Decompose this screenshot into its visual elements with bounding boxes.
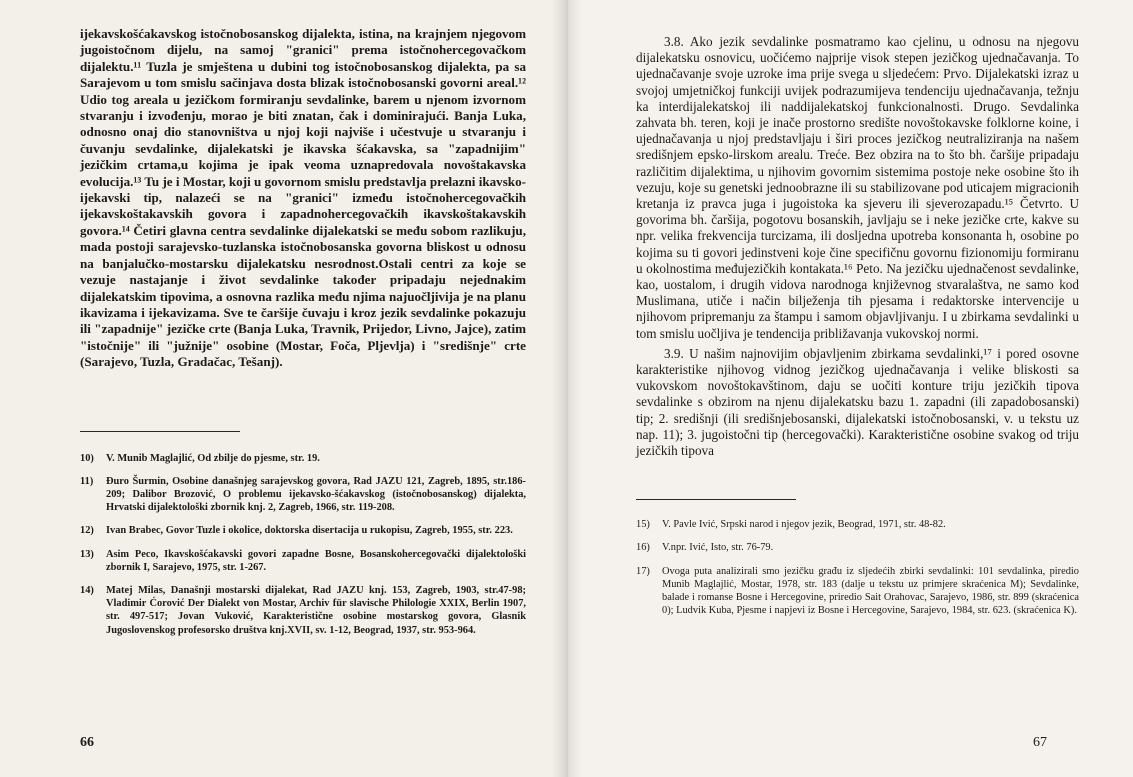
page-number: 66 <box>80 735 94 750</box>
footnote-number: 13) <box>80 548 94 560</box>
footnote <box>636 518 1079 531</box>
left-body-text <box>80 26 526 371</box>
footnote-text: Asim Peco, Ikavskošćakavski govori zapadne Bosne, Bosanskohercegovački dijalektološki zbornik I, Sarajevo, 1975, str. 1-267. <box>106 548 526 573</box>
footnote-rule <box>636 499 796 500</box>
footnote-number: 15) <box>636 519 650 531</box>
footnote <box>80 475 526 515</box>
footnote-text: V. Munib Maglajlić, Od zbilje do pjesme, str. 19. <box>106 452 320 464</box>
footnote <box>636 565 1079 618</box>
footnote-text: V.npr. Ivić, Isto, str. 76-79. <box>662 542 774 554</box>
footnote-number: 16) <box>636 542 650 554</box>
footnote <box>636 541 1079 554</box>
footnote <box>80 452 526 465</box>
footnote-number: 14) <box>80 584 94 596</box>
right-body-text <box>636 34 1079 459</box>
footnote <box>80 548 526 574</box>
footnote-number: 11) <box>80 475 94 487</box>
footnote-number: 10) <box>80 452 94 464</box>
footnote-number: 17) <box>636 565 650 577</box>
footnote-rule <box>80 431 240 432</box>
footnote-text: V. Pavle Ivić, Srpski narod i njegov jezik, Beograd, 1971, str. 48-82. <box>662 519 946 531</box>
footnote-text: Ovoga puta analizirali smo jezičku građu iz sljedećih zbirki sevdalinki: 101 sevdalinka, piredio Munib Maglajlić, Mostar, 1978, str. 183 (dalje u tekstu uz primjere skraćenica M); Sevdalinke, balade i romanse Bosne i Hercegovine, priredio Sait Orahovac, Sarajevo, 1986, str. 899 (skraćenica 0); Ludvik Kuba, Pjesme i napjevi iz Bosne i Hercegovine, Sarajevo, 1984, str. 623. (skraćenica K). <box>662 565 1079 617</box>
right-page <box>566 0 1133 777</box>
section-3-8: 3.8. Ako jezik sevdalinke posmatramo kao cjelinu, u odnosu na njegovu dijalekatsku osnovicu, uočićemo najprije visok stepen jezičkog ujednačavanja. To ujednačavanje svoje uzroke ima prije svega u sljedećem: Prvo. Dijalekatski izraz u svojoj umjetničkoj funkciji uvijek podrazumijeva tendenciju ujednačavanja, težnju ka interdijalekatskoj ili naddijalekatskoj funkcionalnosti. Drugo. Sevdalinka zahvata bh. teren, koji je inače prostorno središte novoštokavske folklorne koine, i ujednačavanja u njoj predstavljaju i širi proces jezičkog neutraliziranja na našem središnjem epsko-lirskom arealu. Treće. Bez obzira na to što bh. čaršije pripadaju različitim dijalektima, u njihovim govornim sistemima postoje neke osobine što ih vezuju, koje su genetski jednoobrazne ili su stabilizovane pod uticajem migracionih kretanja iz pravca juga i jugoistoka ka sjeveru ili sjeverozapadu.¹⁵ Četvrto. U govorima bh. čaršija, pogotovu bosanskih, javljaju se i neke jezičke crte, kakve su npr. velika frekvencija turcizama, ili dosljedna upotreba konsonanta h, osobine po kojima su ti govori jedinstveni koje čine specifičnu govornu fizionomiju formiranu u okolnostima međujezičkih kontakata.¹⁶ Peto. Na jezičku ujednačenost sevdalinke, kao, uostalom, i drugih vidova narodnoga književnog stvaralaštva, ne samo kod Muslimana, utiče i način bilježenja tih pjesama i redaktorske intervencije u njihovom pripremanju za štampu i samom objavljivanju. I u zbirkama sevdalinki u tom smislu uočljiva je tendencija približavanja vukovskoj normi. <box>636 34 1079 341</box>
footnote <box>80 524 526 537</box>
section-3-9: 3.9. U našim najnovijim objavljenim zbirkama sevdalinki,¹⁷ i pored osovne karakteristike njihovog vidnog jezičkog ujednačavanja i velike bliskosti sa vukovskom novoštokavštinom, daju se uočiti konture triju jezičkih tipova sevdalinke s obzirom na njenu dijalekatsku bazu 1. zapadni (ili zapadobosanski) tip; 2. središnji (ili središnjebosanski, dijalekatski istočnobosanski, v. u tekstu uz nap. 11); 3. jugoistočni tip (hercegovački). Karakteristične osobine svakog od triju jezičkih tipova <box>636 345 1079 459</box>
left-page <box>0 0 566 777</box>
footnote-number: 12) <box>80 525 94 537</box>
footnote <box>80 584 526 637</box>
left-footnotes <box>80 452 526 637</box>
right-footnotes <box>636 518 1079 617</box>
footnote-text: Matej Milas, Današnji mostarski dijalekat, Rad JAZU knj. 153, Zagreb, 1903, str.47-98; Vladimir Ćorović Der Dialekt von Mostar, Archiv für slavische Philologie XXIX, Berlin 1907, str. 497-517; Jovan Vuković, Karakteristične osobine mostarskog govora, Glasnik Jugoslovenskog profesorsko društva knj.XVII, sv. 1-12, Beograd, 1937, str. 953-964. <box>106 584 526 636</box>
left-paragraph: ijekavskošćakavskog istočnobosanskog dijalekta, istina, na krajnjem njegovom jugoistočnom dijelu, na samoj "granici" prema istočnohercegovačkom dijalektu.¹¹ Tuzla je smještena u dubini tog istočnobosanskog dijalekta, pa sa Sarajevom u tom smislu sačinjava dosta blizak istočnobosanski govorni areal.¹² Udio tog areala u jezičkom formiranju sevdalinke, barem u njenom izvornom stvaranju i izvođenju, morao je biti znatan, čak i dominirajući. Banja Luka, odnosno onaj dio stanovništva u njoj koji najviše i učestvuje u stvaranju i čuvanju sevdalinke, dijalekatski je ikavska šćakavska, sa "zapadnijim" jezičkim crtama,u kojima je ipak veoma uznapredovala novoštakavska evolucija.¹³ Tu je i Mostar, koji u govornom smislu predstavlja prelazni ikavsko-ijekavski tip, nalazeći se na "granici" između istočnohercegovačkih ijekavskoštakavskih govora i zapadnohercegovačkih ikavskoštakavskih govora.¹⁴ Četiri glavna centra sevdalinke dijalekatski se među sobom razlikuju, mada postoji sarajevsko-tuzlanska istočnobosanska govorna bliskost u odnosu na banjalučko-mostarsku dijalekatsku nesrodnost.Ostali centri za koje se vezuje nastajanje i život sevdalinke također pripadaju nejednakim dijalekatskim tipovima, a osnovna razlika među njima najuočljivija je na planu ikavizama i ijekavizama. Sve te čaršije čuvaju i kroz jezik sevdalinke pokazuju ili "zapadnije" jezičke crte (Banja Luka, Travnik, Prijedor, Livno, Jajce), zatim "istočnije" ili "južnije" osobine (Mostar, Foča, Pljevlja) i "središnje" crte (Sarajevo, Tuzla, Gradačac, Tešanj). <box>80 26 526 370</box>
page-number: 67 <box>1033 735 1047 750</box>
footnote-text: Ivan Brabec, Govor Tuzle i okolice, doktorska disertacija u rukopisu, Zagreb, 1955, str. 223. <box>106 525 513 537</box>
footnote-text: Đuro Šurmin, Osobine današnjeg sarajevskog govora, Rad JAZU 121, Zagreb, 1895, str.186-209; Dalibor Brozović, O problemu ijekavsko-šćakavskog (istočnobosanskog) dijalekta, Hrvatski dijalektološki zbornik knj. 2, Zagreb, 1966, str. 119-208. <box>106 475 526 514</box>
